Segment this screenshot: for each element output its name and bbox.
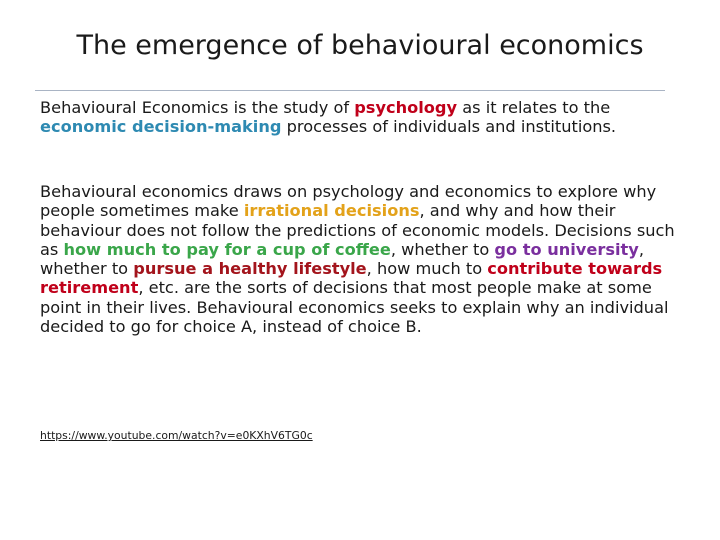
p2-after-irrational: , and why and how their behaviour does not follow the predictions of economic models. Decisions such as: [40, 201, 675, 259]
highlight-lifestyle: pursue a healthy lifestyle: [133, 259, 367, 279]
youtube-link[interactable]: https://www.youtube.com/watch?v=e0KXhV6TG0c: [40, 429, 313, 442]
definition-paragraph: [40, 98, 680, 137]
highlight-irrational-decisions: irrational decisions: [243, 201, 420, 221]
p2-end: , etc. are the sorts of decisions that most people make at some point in their lives. Behavioural economics seeks to explain why an individual decided to go for choice A, instead of choice B.: [40, 278, 669, 337]
p2-after-lifestyle: , how much to: [366, 259, 488, 279]
highlight-psychology: psychology: [354, 98, 458, 117]
highlight-university: go to university: [494, 239, 639, 259]
p1-mid: as it relates to the: [457, 98, 611, 117]
p2-after-coffee: , whether to: [390, 239, 495, 259]
p2-intro: Behavioural economics draws on psychology and economics to explore why people sometimes make: [40, 182, 657, 221]
p1-end: processes of individuals and institutions.: [281, 117, 617, 137]
p2-after-university: , whether to: [40, 239, 644, 279]
p1-intro: Behavioural Economics is the study of: [40, 98, 355, 117]
highlight-coffee: how much to pay for a cup of coffee: [63, 239, 391, 259]
highlight-economic-decision-making: economic decision-making: [40, 117, 282, 137]
highlight-retirement: contribute towards retirement: [40, 259, 663, 298]
title-divider: [35, 90, 665, 91]
explanation-paragraph: [40, 182, 680, 336]
slide-title: The emergence of behavioural economics: [76, 30, 644, 61]
